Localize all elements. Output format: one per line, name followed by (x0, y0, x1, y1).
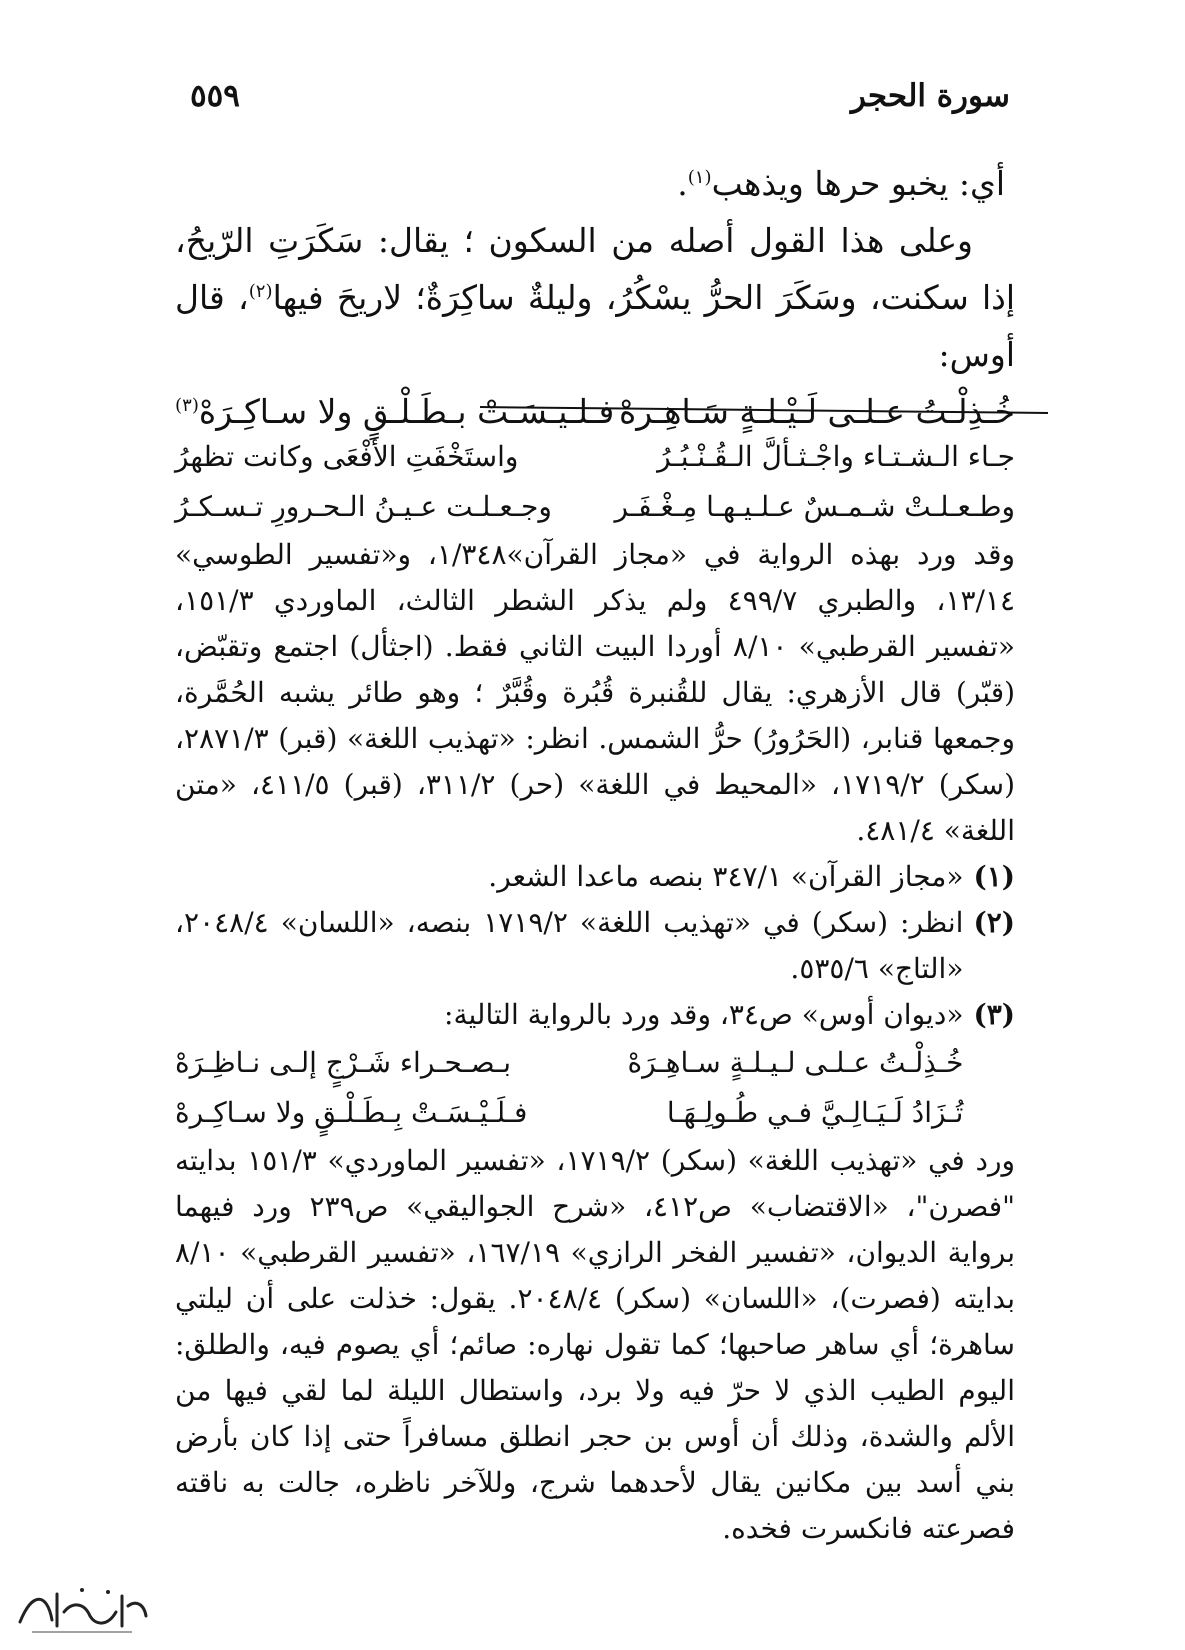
cont-verse-1-second: واستَخْفَتِ الأفْعَى وكانت تظهرُ (175, 440, 519, 473)
main-line-1-end: . (677, 164, 688, 203)
main-verse-second-text: فـلـيـسَـتْ بـطَـلْـقٍ ولا سـاكِـرَهْ (198, 392, 615, 431)
footnote-3-paragraph: ورد في «تهذيب اللغة» (سكر) ١٧١٩/٢، «تفسير الماوردي» ١٥١/٣ بدايته "فصرن"، «الاقتضاب» ص٤١٢، «شرح الجواليقي» ص٢٣٩ ورد فيهما برواية الديوان، «تفسير الفخر الرازي» ١٦٧/١٩، «تفسير القرطبي» ٨/١٠ بدايته (فصرت)، «اللسان» (سكر) ٢٠٤٨/٤. يقول: خذلت على أن ليلتي ساهرة؛ أي ساهر صاحبها؛ كما تقول نهاره: صائم؛ أي يصوم فيه، والطلق: اليوم الطيب الذي لا حرّ فيه ولا برد، واستطال الليلة لما لقي فيها من الألم والشدة، وذلك أن أوس بن حجر انطلق مسافراً حتى إذا كان بأرض بني أسد بين مكانين يقال لأحدهما شرج، وللآخر ناظره، جالت به ناقته فصرعته فانكسرت فخده. (175, 1144, 1016, 1545)
footnote-3-verse-2 (175, 1088, 963, 1138)
footnote-3-verse-1-second: بـصـحـراء شَـرْجٍ إلـى نـاظِـرَهْ (175, 1046, 512, 1079)
footnote-ref-3: (٣) (175, 395, 199, 416)
main-paragraph-end: ، قال أوس: (175, 278, 1015, 374)
footnote-3-intro: «ديوان أوس» ص٣٤، وقد ورد بالرواية التالية: (444, 998, 964, 1031)
main-text (175, 155, 1015, 441)
footnote-3-body (175, 992, 963, 1138)
footnote-2 (175, 900, 1015, 992)
footnote-1 (175, 854, 1015, 900)
cont-verse-2 (175, 482, 1015, 532)
footnote-1-text: «مجاز القرآن» ٣٤٧/١ بنصه ماعدا الشعر. (488, 860, 964, 893)
main-paragraph-text: وعلى هذا القول أصله من السكون ؛ يقال: سَكَرَتِ الرّيحُ، إذا سكنت، وسَكَرَ الحرُّ يسْكُرُ، وليلةٌ ساكِرَةٌ؛ لاريحَ فيها (175, 221, 1015, 317)
footnote-3 (175, 992, 1015, 1138)
footnote-2-text: انظر: (سكر) في «تهذيب اللغة» ١٧١٩/٢ بنصه، «اللسان» ٢٠٤٨/٤، «التاج» ٥٣٥/٦. (175, 906, 964, 985)
footnote-3-verse-1-first: خُـذِلْـتُ عـلـى لـيـلـةٍ سـاهِـرَهْ (627, 1046, 964, 1079)
surah-title: سورة الحجر (850, 78, 1010, 114)
library-stamp-logo (12, 1582, 152, 1638)
footnote-3-verse-2-first: تُـزَادُ لَـيَـالِـيَّ فـي طُـولِـهَـا (666, 1096, 964, 1129)
page-number: ٥٥٩ (190, 78, 240, 114)
footnotes (175, 428, 1015, 1552)
cont-verse-1 (175, 432, 1015, 482)
footnote-3-verse-1 (175, 1038, 963, 1088)
footnote-1-mark: (١) (973, 860, 1015, 893)
main-paragraph (175, 212, 1015, 383)
footnote-3-verse-2-second: فـلَـيْـسَـتْ بِـطَـلْـقٍ ولا سـاكِـرهْ (175, 1096, 528, 1129)
cont-verse-1-first: جـاء الـشـتـاء واجْـثـألَّ الـقُـنْـبُـرُ (657, 440, 1015, 473)
footnote-ref-2: (٢) (248, 281, 273, 302)
page-header (180, 78, 1010, 128)
footnote-ref-1: (١) (687, 167, 712, 188)
main-verse-first-hemistich: خُـذِلْـتُ عـلـى لَـيْـلـةٍ سَـاهِـرهْ (618, 392, 1015, 431)
continued-footnote-paragraph: وقد ورد بهذه الرواية في «مجاز القرآن»١/٣٤٨، و«تفسير الطوسي» ١٣/١٤، والطبري ٤٩٩/٧ ولم يذكر الشطر الثالث، الماوردي ١٥١/٣، «تفسير القرطبي» ٨/١٠ أوردا البيت الثاني فقط. (اجثأل) اجتمع وتقبّض، (قبّر) قال الأزهري: يقال للقُنبرة قُبُرة وقُبَّرٌ ؛ وهو طائر يشبه الحُمَّرة، وجمعها قنابر، (الحَرُورُ) حرُّ الشمس. انظر: «تهذيب اللغة» (قبر) ٢٨٧١/٣، (سكر) ١٧١٩/٢، «المحيط في اللغة» (حر) ٣١١/٢، (قبر) ٤١١/٥، «متن اللغة» ٤٨١/٤. (175, 538, 1016, 847)
main-line-1 (175, 155, 1015, 212)
main-line-1-text: أي: يخبو حرها ويذهب (711, 164, 1005, 203)
cont-verse-2-first: وطـعـلـتْ شـمـسٌ عـلـيـهـا مِـغْـفَـر (614, 490, 1015, 523)
footnote-2-mark: (٢) (973, 906, 1015, 939)
cont-verse-2-second: وجـعـلـت عـيـنُ الـحـرورِ تـسـكـرُ (175, 490, 552, 523)
continued-verses (175, 432, 1015, 532)
footnote-3-mark: (٣) (973, 998, 1015, 1031)
